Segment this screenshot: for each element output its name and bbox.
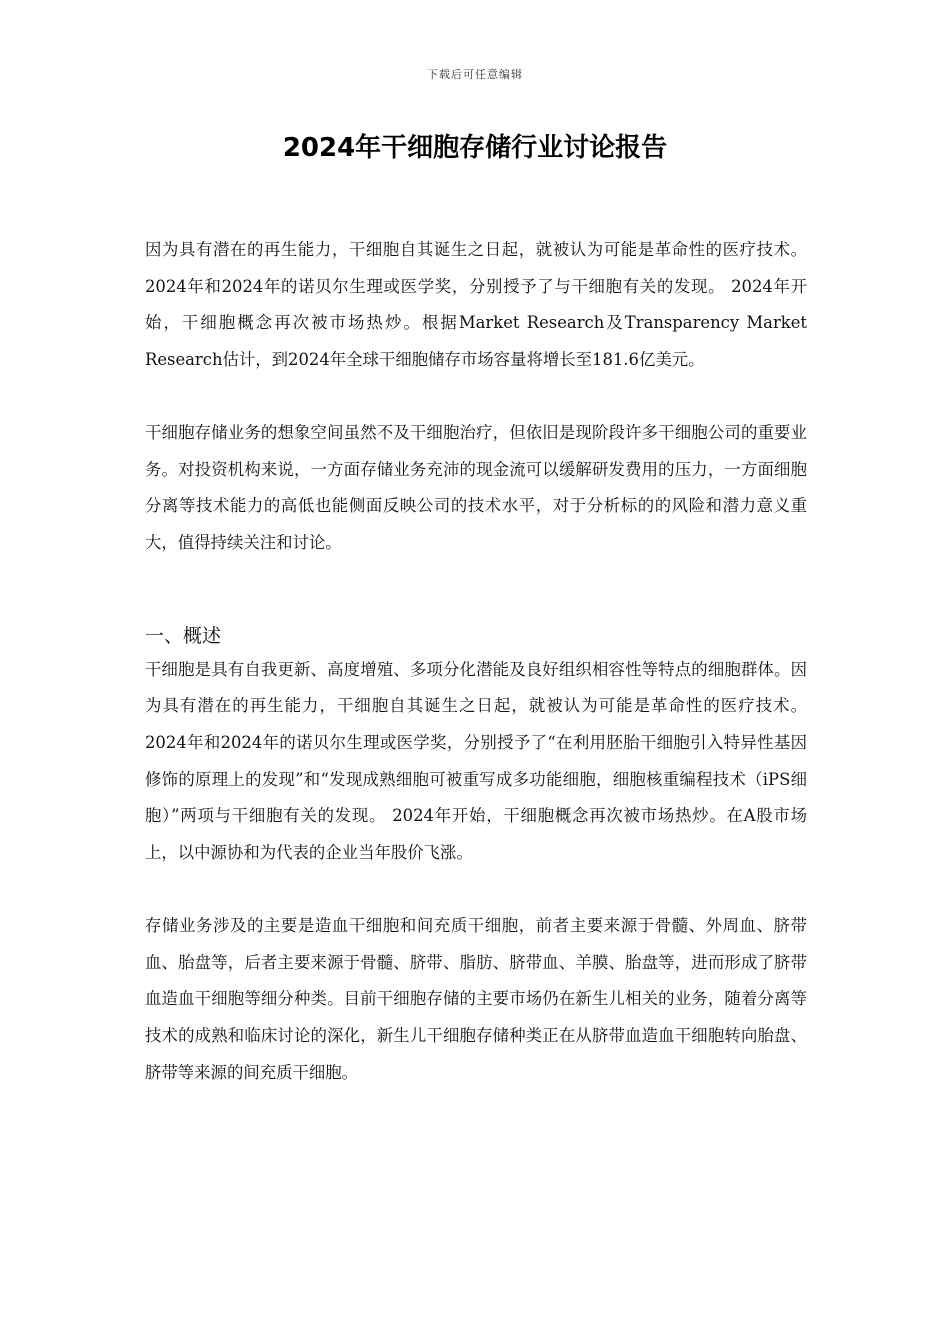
overview-paragraph-1: 干细胞是具有自我更新、高度增殖、多项分化潜能及良好组织相容性等特点的细胞群体。因为具有潜在的再生能力，干细胞自其诞生之日起，就被认为可能是革命性的医疗技术。2024年和2024年的诺贝尔生理或医学奖，分别授予了“在利用胚胎干细胞引入特异性基因修饰的原理上的发现”和“发现成熟细胞可被重写成多功能细胞，细胞核重编程技术（iPS细胞）”两项与干细胞有关的发现。 2024年开始，干细胞概念再次被市场热炒。在A股市场上，以中源协和为代表的企业当年股价飞涨。: [145, 659, 807, 863]
intro-paragraph-1: 因为具有潜在的再生能力，干细胞自其诞生之日起，就被认为可能是革命性的医疗技术。2024年和2024年的诺贝尔生理或医学奖，分别授予了与干细胞有关的发现。 2024年开始，干细胞概念再次被市场热炒。根据Market Research及Transparency Market Research估计，到2024年全球干细胞储存市场容量将增长至181.6亿美元。: [145, 240, 807, 370]
intro-paragraph-2: 干细胞存储业务的想象空间虽然不及干细胞治疗，但依旧是现阶段许多干细胞公司的重要业务。对投资机构来说，一方面存储业务充沛的现金流可以缓解研发费用的压力，一方面细胞分离等技术能力的高低也能侧面反映公司的技术水平，对于分析标的的风险和潜力意义重大，值得持续关注和讨论。: [145, 422, 807, 552]
document-title: 2024年干细胞存储行业讨论报告: [282, 133, 668, 163]
overview-paragraph-2: 存储业务涉及的主要是造血干细胞和间充质干细胞，前者主要来源于骨髓、外周血、脐带血、胎盘等，后者主要来源于骨髓、脐带、脂肪、脐带血、羊膜、胎盘等，进而形成了脐带血造血干细胞等细分种类。目前干细胞存储的主要市场仍在新生儿相关的业务，随着分离等技术的成熟和临床讨论的深化，新生儿干细胞存储种类正在从脐带血造血干细胞转向胎盘、脐带等来源的间充质干细胞。: [145, 915, 807, 1082]
section-heading-overview: 一、概述: [145, 624, 222, 647]
document-body: [145, 232, 807, 1091]
header-note: 下载后可任意编辑: [427, 68, 523, 81]
